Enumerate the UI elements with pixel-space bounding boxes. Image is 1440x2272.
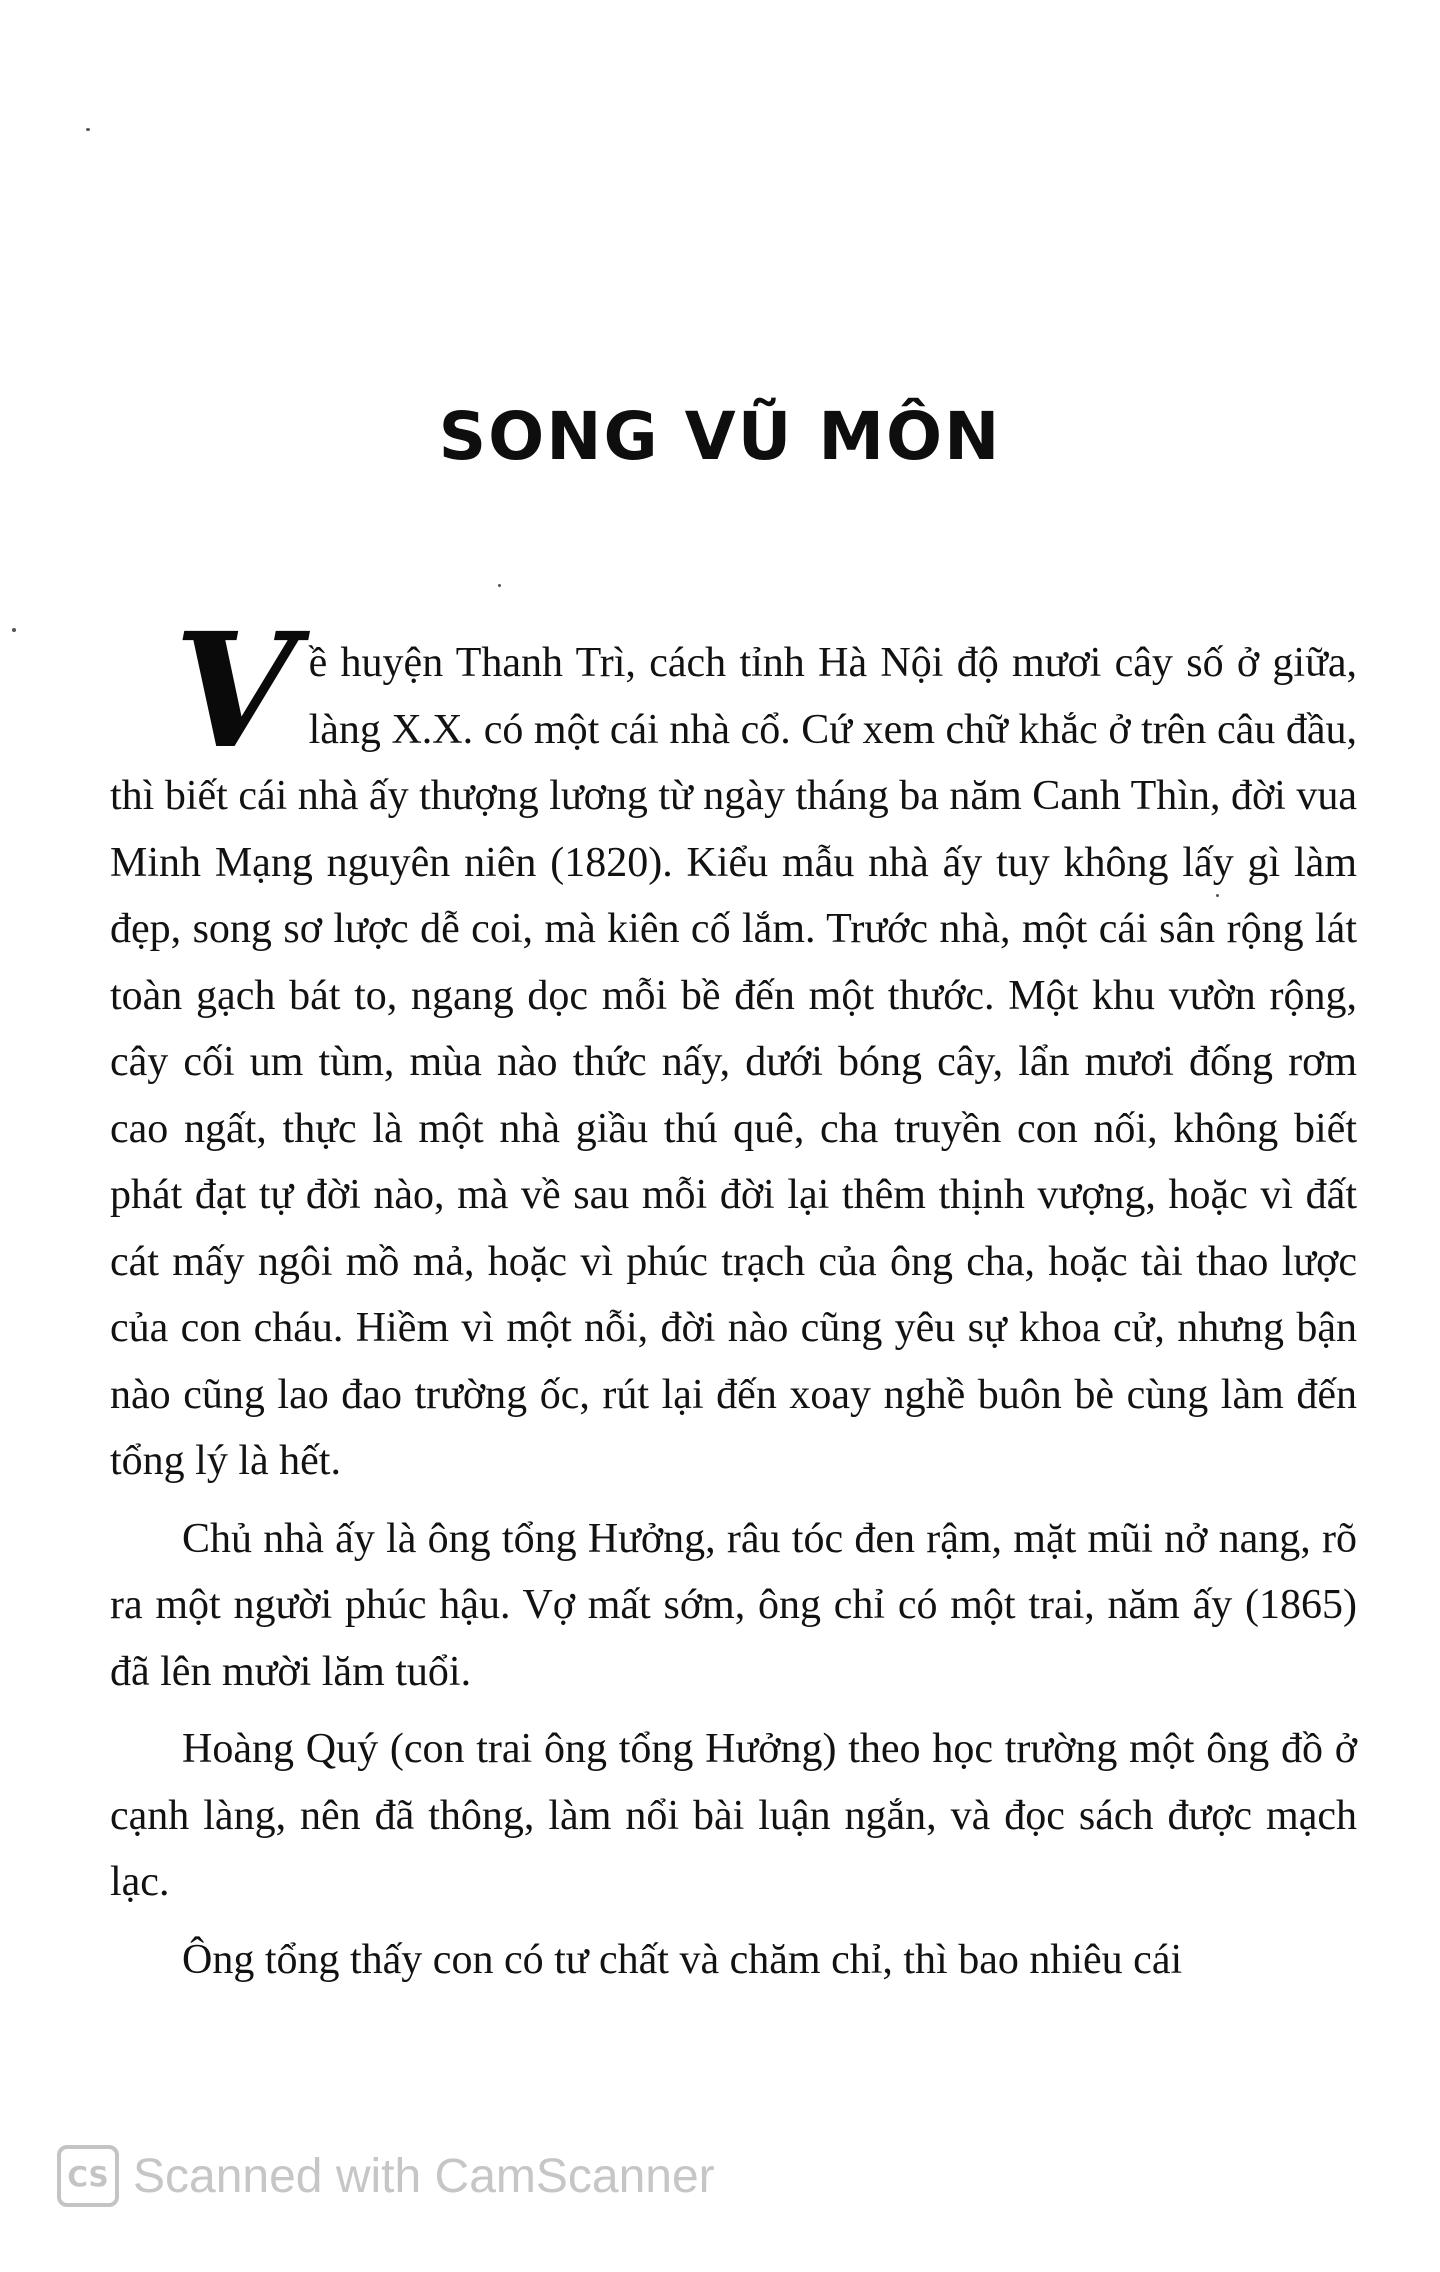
paragraph-2: Chủ nhà ấy là ông tổng Hưởng, râu tóc đen rậm, mặt mũi nở nang, rõ ra một người phúc hậu. Vợ mất sớm, ông chỉ có một trai, năm ấy (1865) đã lên mười lăm tuổi. (110, 1515, 1357, 1695)
paragraph-1-text: ề huyện Thanh Trì, cách tỉnh Hà Nội độ mươi cây số ở giữa, làng X.X. có một cái nhà cổ. Cứ xem chữ khắc ở trên câu đầu, thì biết cái nhà ấy thượng lương từ ngày tháng ba năm Canh Thìn, đời vua Minh Mạng nguyên niên (1820). Kiểu mẫu nhà ấy tuy không lấy gì làm đẹp, song sơ lược dễ coi, mà kiên cố lắm. Trước nhà, một cái sân rộng lát toàn gạch bát to, ngang dọc mỗi bề đến một thước. Một khu vườn rộng, cây cối um tùm, mùa nào thức nấy, dưới bóng cây, lẩn mươi đống rơm cao ngất, thực là một nhà giầu thú quê, cha truyền con nối, không biết phát đạt tự đời nào, mà về sau mỗi đời lại thêm thịnh vượng, hoặc vì đất cát mấy ngôi mồ mả, hoặc vì phúc trạch của ông cha, hoặc tài thao lược của con cháu. Hiềm vì một nỗi, đời nào cũng yêu sự khoa cử, nhưng bận nào cũng lao đao trường ốc, rút lại đến xoay nghề buôn bè cùng làm đến tổng lý là hết. (110, 640, 1357, 1484)
paragraph-4: Ông tổng thấy con có tư chất và chăm chỉ, thì bao nhiêu cái (182, 1936, 1183, 1983)
watermark-text: Scanned with CamScanner (133, 2149, 715, 2203)
paragraph-1 (110, 599, 1357, 1495)
camscanner-logo-icon: CS (57, 2145, 119, 2207)
body-text (110, 599, 1357, 2004)
drop-cap: V (174, 599, 297, 784)
chapter-title: SONG VŨ MÔN (438, 398, 1002, 475)
speck (12, 628, 16, 632)
paragraph-3: Hoàng Quý (con trai ông tổng Hưởng) theo học trường một ông đồ ở cạnh làng, nên đã thông, làm nổi bài luận ngắn, và đọc sách được mạch lạc. (110, 1726, 1357, 1905)
camscanner-watermark (57, 2145, 715, 2207)
speck (498, 584, 501, 587)
speck (86, 128, 90, 131)
